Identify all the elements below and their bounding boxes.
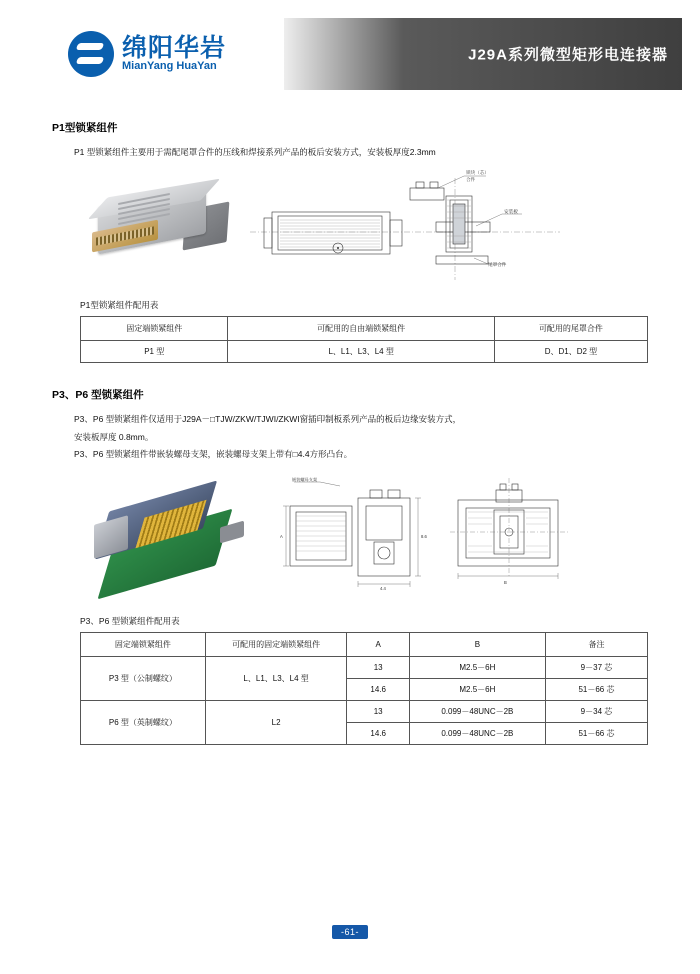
dim-label-86: 8.6 — [421, 534, 427, 540]
table1-caption: P1型锁紧组件配用表 — [80, 300, 159, 311]
drawing1-label-backshell: 尾罩合件 — [488, 262, 507, 268]
page-number: -61- — [332, 925, 368, 939]
th-b: B — [409, 633, 545, 657]
th-a: A — [347, 633, 409, 657]
page-footer — [0, 922, 700, 940]
paragraph: P3、P6 型锁紧组件仅适用于J29A－□TJW/ZKW/TJWI/ZKWI窗插印制板系列产品的板后边缘安装方式， — [74, 414, 462, 425]
cell-b: 0.099－48UNC－2B — [409, 723, 545, 745]
th-fixed-end: 固定端锁紧组件 — [81, 317, 228, 341]
cell-fixed-end: P3 型（公制螺纹） — [81, 657, 206, 701]
cell-b: M2.5－6H — [409, 657, 545, 679]
logo-mark-icon — [68, 31, 114, 77]
figure-row-p1 — [80, 170, 648, 285]
p3p6-technical-drawing — [280, 476, 648, 601]
table-row — [81, 341, 648, 363]
cell-fixed-end: P6 型（英制螺纹） — [81, 701, 206, 745]
table-header-row — [81, 317, 648, 341]
cell-fixed-end: P1 型 — [81, 341, 228, 363]
paragraph: P1 型锁紧组件主要用于需配尾罩合件的压线和焊接系列产品的板后安装方式，安装板厚度2.3mm — [74, 147, 436, 157]
document-title: J29A系列微型矩形电连接器 — [468, 46, 668, 64]
p1-compatibility-table — [80, 316, 648, 363]
drawing2-label-bracket: 嵌装螺母支架 — [292, 477, 318, 483]
cell-b: M2.5－6H — [409, 679, 545, 701]
figure-row-p3p6 — [80, 476, 648, 601]
cell-b: 0.099－48UNC－2B — [409, 701, 545, 723]
logo-chinese-name: 绵阳华岩 — [122, 34, 227, 63]
paragraph: P3、P6 型锁紧组件带嵌装螺母支架，嵌装螺母支架上带有□4.4方形凸台。 — [74, 448, 353, 459]
section-title-p3p6: P3、P6 型锁紧组件 — [52, 389, 144, 402]
dim-label-44: 4.4 — [380, 586, 386, 592]
p3p6-drawing-svg — [280, 476, 580, 601]
p1-connector-photo — [80, 170, 240, 285]
company-logo — [18, 31, 226, 77]
dim-label-b: B — [504, 580, 507, 586]
th-fixed-end: 固定端锁紧组件 — [81, 633, 206, 657]
cell-remark: 9－37 芯 — [545, 657, 647, 679]
cell-a: 14.6 — [347, 723, 409, 745]
paragraph: 安装板厚度 0.8mm。 — [74, 431, 154, 442]
p3p6-compatibility-table — [80, 632, 648, 745]
table-row — [81, 701, 648, 723]
p3p6-board-photo — [80, 476, 270, 601]
th-backshell: 可配用的尾罩合件 — [494, 317, 647, 341]
cell-free-end: L、L1、L3、L4 型 — [228, 341, 494, 363]
section-p1-text — [52, 145, 648, 160]
th-free-end: 可配用的自由端锁紧组件 — [228, 317, 494, 341]
table-row — [81, 657, 648, 679]
cell-a: 13 — [347, 657, 409, 679]
cell-a: 13 — [347, 701, 409, 723]
section-title-p1: P1型锁紧组件 — [52, 122, 118, 134]
cell-compatible-fixed: L2 — [205, 701, 347, 745]
drawing1-label-assembly: 合件 — [466, 177, 476, 183]
th-compatible-fixed: 可配用的固定端锁紧组件 — [205, 633, 347, 657]
cell-compatible-fixed: L、L1、L3、L4 型 — [205, 657, 347, 701]
cell-remark: 51－66 芯 — [545, 679, 647, 701]
cell-backshell: D、D1、D2 型 — [494, 341, 647, 363]
page-header — [18, 18, 682, 90]
cell-remark: 9－34 芯 — [545, 701, 647, 723]
page-content — [0, 90, 700, 745]
cell-remark: 51－66 芯 — [545, 723, 647, 745]
section-p3p6-text — [52, 412, 648, 462]
table2-caption: P3、P6 型锁紧组件配用表 — [80, 616, 180, 627]
drawing1-label-mount-plate: 安装板 — [504, 209, 518, 215]
logo-text — [122, 35, 226, 73]
p1-technical-drawing — [250, 170, 648, 285]
p1-drawing-svg — [250, 170, 560, 285]
logo-english-name: MianYang HuaYan — [122, 60, 217, 73]
dim-label-a: A — [280, 534, 283, 540]
table-header-row — [81, 633, 648, 657]
drawing1-label-lock: 锁块（芯） — [466, 170, 489, 176]
cell-a: 14.6 — [347, 679, 409, 701]
th-remark: 备注 — [545, 633, 647, 657]
